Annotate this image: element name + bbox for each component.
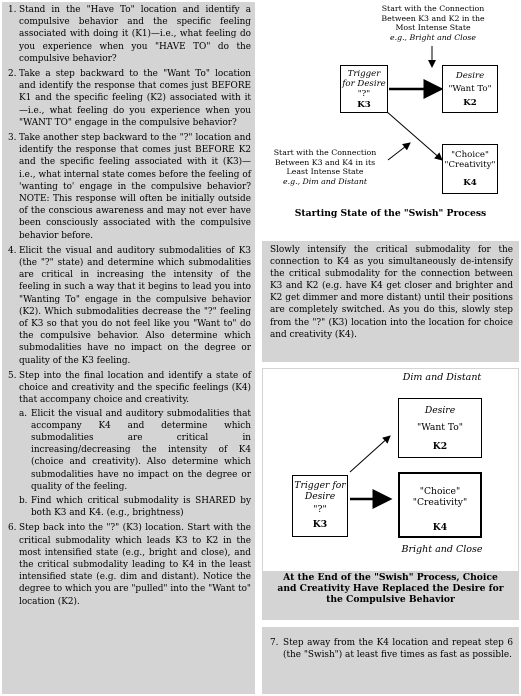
step-3: 3. Take another step backward to the "?" location and identify the response that comes just BEFORE K2 and the specific feeling associated with it (K3)—i.e., what internal state comes before the feeling of 'wanting to' engage in the compulsive behavior? NOTE: This response will often be initially outside of the conscious awareness and may not ever have been consciously associated with the compulsive behavior before.	[8, 133, 251, 241]
step-5a: a. Elicit the visual and auditory submodalities that accompany K4 and determine which submodalities are critical in increasing/decreasing the intensity of K4 (choice and creativity). Also determine which submodalities have no impact on the degree or quality of the feeling.	[19, 408, 251, 492]
desire-k-label: K2	[432, 441, 448, 452]
choice-label: "Choice"	[451, 150, 489, 160]
bright-close-label: Bright and Close	[401, 544, 483, 555]
step-4-text: Elicit the visual and auditory submodalities of K3 (the "?" state) and determine which submodalities are critical in increasing the intensity of the feeling in such a way that it begins to lead you into "Wanting To" engage in the compulsive behavior (K2). Which submodalities decrease the "?" feeling of K3 so that you do not feel like you "Want to" do the compulsive behavior. Also determine which submodalities have no impact on the degree or quality of the K3 feeling.	[19, 245, 251, 366]
left-note-example: e.g., Dim and Distant	[283, 176, 367, 186]
desire-label: "Want To"	[416, 422, 464, 433]
left-note	[266, 148, 384, 186]
trigger-k-label: K3	[312, 519, 328, 530]
k3-to-k2-arrow	[350, 436, 390, 472]
top-note-example: e.g., Bright and Close	[389, 32, 476, 42]
top-note	[377, 4, 489, 42]
left-note-text: Start with the Connection Between K3 and K4 in its Least Intense State	[273, 148, 377, 177]
desire-label: "Want To"	[448, 84, 492, 94]
instructions-panel	[2, 2, 255, 694]
desire-node-k2	[398, 398, 482, 458]
creativity-label: "Creativity"	[412, 497, 468, 508]
step-6: 6. Step back into the "?" (K3) location. Start with the critical submodality which leads K3 to K2 in the most intensified state (e.g., bright and close), and the critical submodality leading to K4 in the least intensified state (e.g. dim and distant). Notice the degree to which you are "pulled" into the "Want to" location (K2).	[8, 523, 251, 607]
trigger-symbol: "?"	[313, 504, 327, 515]
desire-title: Desire	[455, 71, 485, 81]
choice-k-label: K4	[463, 178, 477, 188]
trigger-k-label: K3	[357, 100, 371, 110]
trigger-title: Trigger for Desire	[294, 480, 346, 502]
step-list	[8, 4, 251, 608]
step-7-body	[270, 637, 513, 661]
trigger-node-k3	[340, 65, 388, 113]
step-5a-text: Elicit the visual and auditory submodalities that accompany K4 and determine which submodalities are critical in increasing/decreasing the intensity of K4 (choice and creativity). Also determine which submodalities have no impact on the degree or quality of the feeling.	[31, 408, 251, 492]
step-5-text: Step into the final location and identify a state of choice and creativity and the specific feelings (K4) that accompany choice and creativity.	[19, 370, 251, 406]
trigger-title: Trigger for Desire	[342, 69, 386, 89]
step-5b-text: Find which critical submodality is SHARED by both K3 and K4. (e.g., brightness)	[31, 495, 251, 519]
choice-node-k4	[398, 472, 482, 538]
step-5: 5. Step into the final location and identify a state of choice and creativity and the specific feelings (K4) that accompany choice and creativity. a. Elicit the visual and auditory submodalities that accompany K4 and determine which submodalities are critical in increasing/decreasing the intensity of K4 (choice and creativity). Also determine which submodalities have no impact on the degree or quality of the feeling. b. Find which critical submodality is SHARED by both K3 and K4. (e.g., brightness)	[8, 370, 251, 519]
starting-state-diagram	[262, 2, 519, 234]
step-1-text: Stand in the "Have To" location and identify a compulsive behavior and the specific feeling associated with doing it (K1)—i.e., what feeling do you experience when you "HAVE TO" do the compulsive behavior?	[19, 5, 251, 64]
diagram1-caption: Starting State of the "Swish" Process	[294, 208, 487, 219]
desire-title: Desire	[424, 405, 456, 416]
desire-k-label: K2	[463, 98, 477, 108]
diagram2-caption: At the End of the "Swish" Process, Choice and Creativity Have Replaced the Desire for the Compulsive Behavior	[277, 572, 504, 605]
choice-node-k4	[442, 144, 498, 194]
step-7-num: 7.	[270, 638, 279, 648]
top-note-text: Start with the Connection Between K3 and K2 in the Most Intense State	[381, 4, 485, 33]
left-note-arrow	[388, 143, 410, 160]
step-7	[262, 627, 519, 694]
choice-k-label: K4	[432, 522, 448, 533]
k3-to-k4-arrow	[386, 111, 442, 160]
step-5-sublist	[19, 408, 251, 520]
step-7-text: Step away from the K4 location and repeat step 6 (the "Swish") at least five times as fast as possible.	[283, 638, 513, 661]
step-2-text: Take a step backward to the "Want To" location and identify the response that comes just BEFORE K1 and the specific feeling (K2) associated with it—i.e., what feeling do you experience when you "WANT TO" engage in the compulsive behavior?	[19, 69, 251, 128]
step-3-text: Take another step backward to the "?" location and identify the response that comes just BEFORE K2 and the specific feeling associated with it (K3)—i.e., what internal state comes before the feeling of 'wanting to' engage in the compulsive behavior? NOTE: This response will often be initially outside of the conscious awareness and may not ever have been consciously associated with the compulsive behavior before.	[19, 133, 251, 241]
step-5b: b. Find which critical submodality is SHARED by both K3 and K4. (e.g., brightness)	[19, 495, 251, 519]
step-1: 1. Stand in the "Have To" location and identify a compulsive behavior and the specific feeling associated with doing it (K1)—i.e., what feeling do you experience when you "HAVE TO" do the compulsive behavior?	[8, 5, 251, 64]
choice-label: "Choice"	[419, 486, 461, 497]
creativity-label: "Creativity"	[444, 160, 496, 170]
swish-text: Slowly intensify the critical submodality for the connection to K4 as you simultaneously de-intensify the critical submodality for the connection between K3 and K2 (e.g. have K4 get closer and brighter and K2 get dimmer and more distant) until their positions are completely switched. As you do this, slowly step from the "?" (K3) location into the location for choice and creativity (K4).	[270, 245, 513, 340]
step-4: 4. Elicit the visual and auditory submodalities of K3 (the "?" state) and determine which submodalities are critical in increasing the intensity of the feeling in such a way that it begins to lead you into "Wanting To" engage in the compulsive behavior (K2). Which submodalities decrease the "?" feeling of K3 so that you do not feel like you "Want to" do the compulsive behavior. Also determine which submodalities have no impact on the degree or quality of the K3 feeling.	[8, 245, 251, 366]
swish-instructions	[262, 241, 519, 362]
dim-distant-label: Dim and Distant	[402, 372, 482, 383]
desire-node-k2	[442, 65, 498, 113]
trigger-node-k3	[292, 475, 348, 537]
step-2: 2. Take a step backward to the "Want To" location and identify the response that comes just BEFORE K1 and the specific feeling (K2) associated with it—i.e., what feeling do you experience when you "WANT TO" engage in the compulsive behavior?	[8, 69, 251, 128]
end-state-diagram	[262, 368, 519, 620]
step-6-text: Step back into the "?" (K3) location. Start with the critical submodality which leads K3 to K2 in the most intensified state (e.g., bright and close), and the critical submodality leading to K4 in the least intensified state (e.g. dim and distant). Notice the degree to which you are "pulled" into the "Want to" location (K2).	[19, 523, 251, 607]
trigger-symbol: "?"	[357, 89, 371, 99]
